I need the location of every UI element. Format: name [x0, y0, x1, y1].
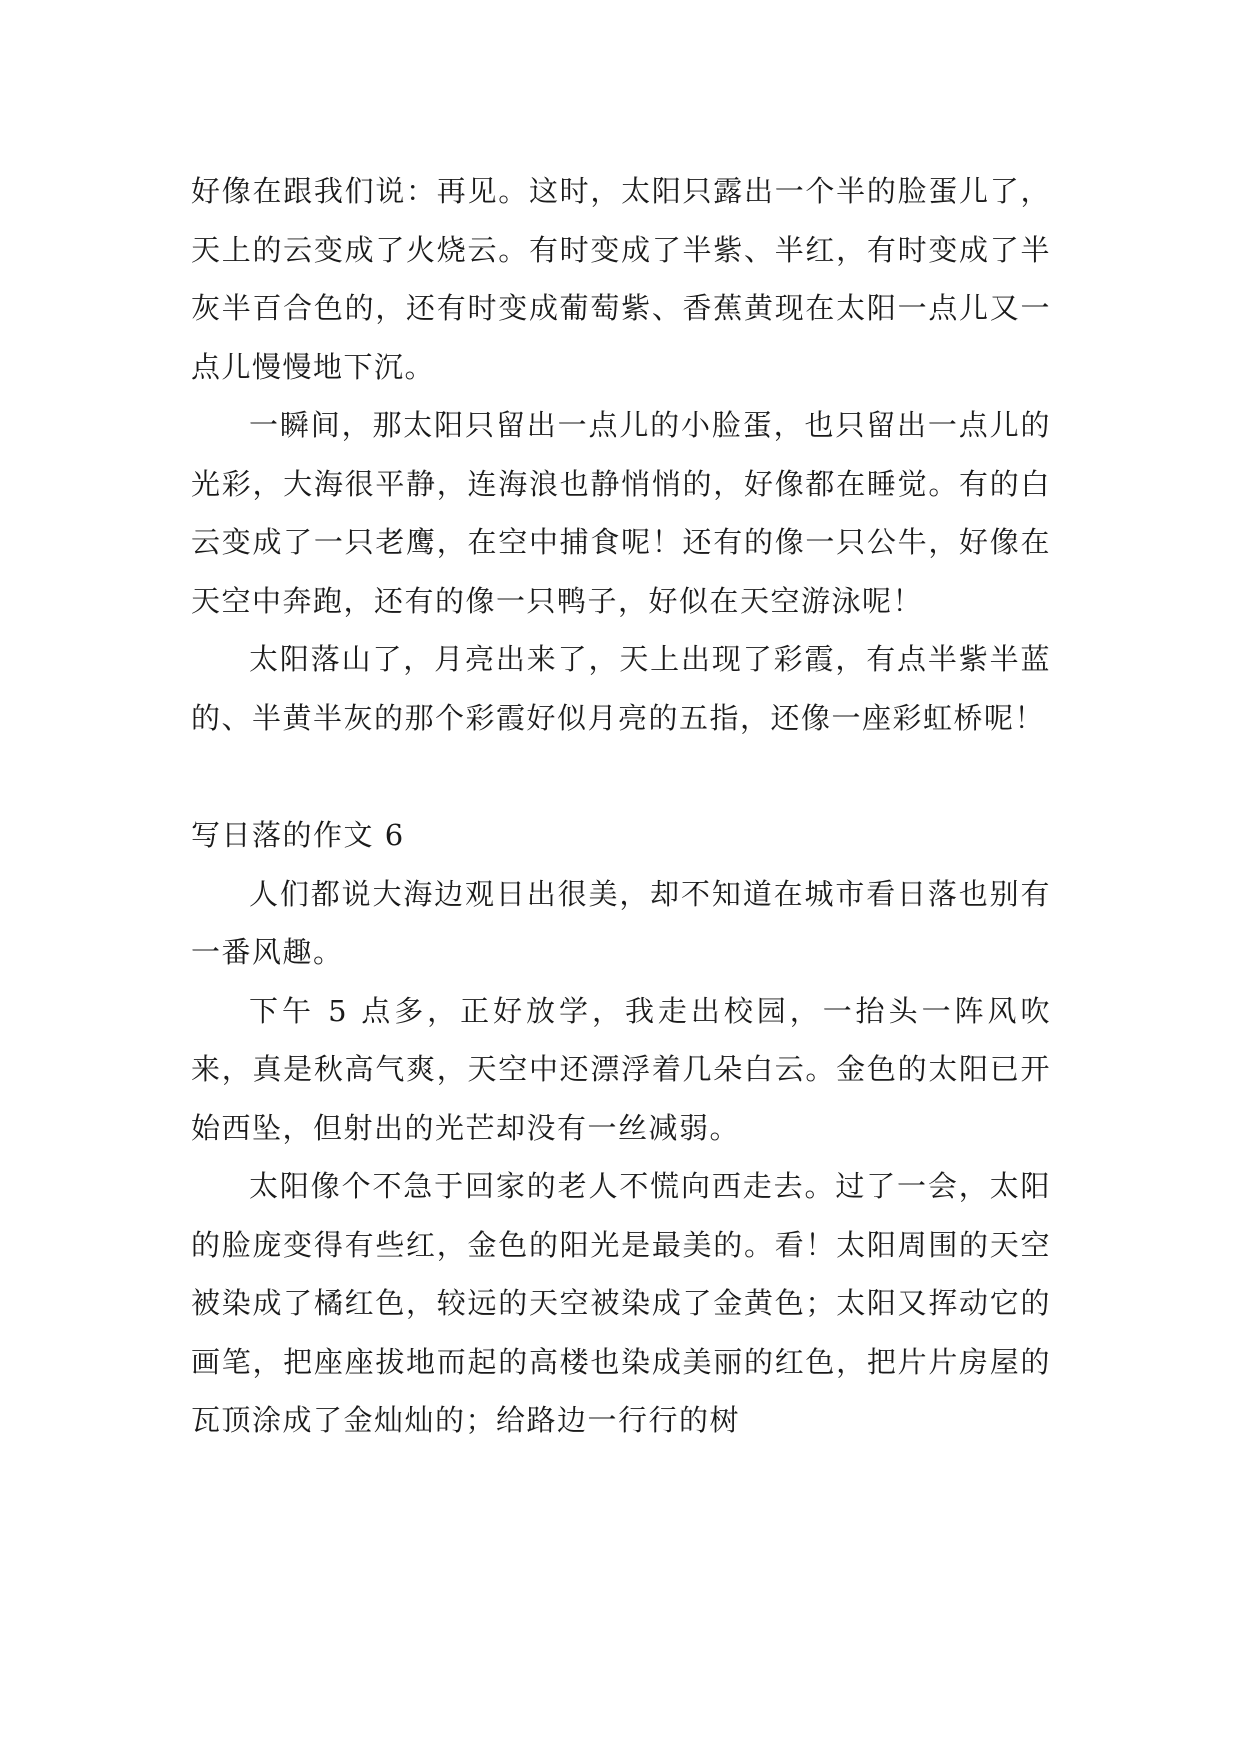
- paragraph: 太阳像个不急于回家的老人不慌向西走去。过了一会，太阳的脸庞变得有些红，金色的阳光是最美的。看！太阳周围的天空被染成了橘红色，较远的天空被染成了金黄色；太阳又挥动它的画笔，把座座拔地而起的高楼也染成美丽的红色，把片片房屋的瓦顶涂成了金灿灿的；给路边一行行的树: [191, 1169, 1051, 1437]
- paragraph: 一瞬间，那太阳只留出一点儿的小脸蛋，也只留出一点儿的光彩，大海很平静，连海浪也静悄悄的，好像都在睡觉。有的白云变成了一只老鹰，在空中捕食呢！还有的像一只公牛，好像在天空中奔跑，还有的像一只鸭子，好似在天空游泳呢！: [191, 408, 1051, 618]
- paragraph: 下午 5 点多，正好放学，我走出校园，一抬头一阵风吹来，真是秋高气爽，天空中还漂浮着几朵白云。金色的太阳已开始西坠，但射出的光芒却没有一丝减弱。: [191, 993, 1051, 1145]
- paragraph: 太阳落山了，月亮出来了，天上出现了彩霞，有点半紫半蓝的、半黄半灰的那个彩霞好似月亮的五指，还像一座彩虹桥呢！: [191, 642, 1051, 735]
- section-title: 写日落的作文 6: [191, 818, 405, 852]
- paragraph-continued: 好像在跟我们说：再见。这时，太阳只露出一个半的脸蛋儿了，天上的云变成了火烧云。有时变成了半紫、半红，有时变成了半灰半百合色的，还有时变成葡萄紫、香蕉黄现在太阳一点儿又一点儿慢慢地下沉。: [191, 174, 1051, 384]
- section-spacer: [191, 747, 1051, 806]
- paragraph: 人们都说大海边观日出很美，却不知道在城市看日落也别有一番风趣。: [191, 876, 1051, 969]
- document-body: [191, 162, 1051, 1450]
